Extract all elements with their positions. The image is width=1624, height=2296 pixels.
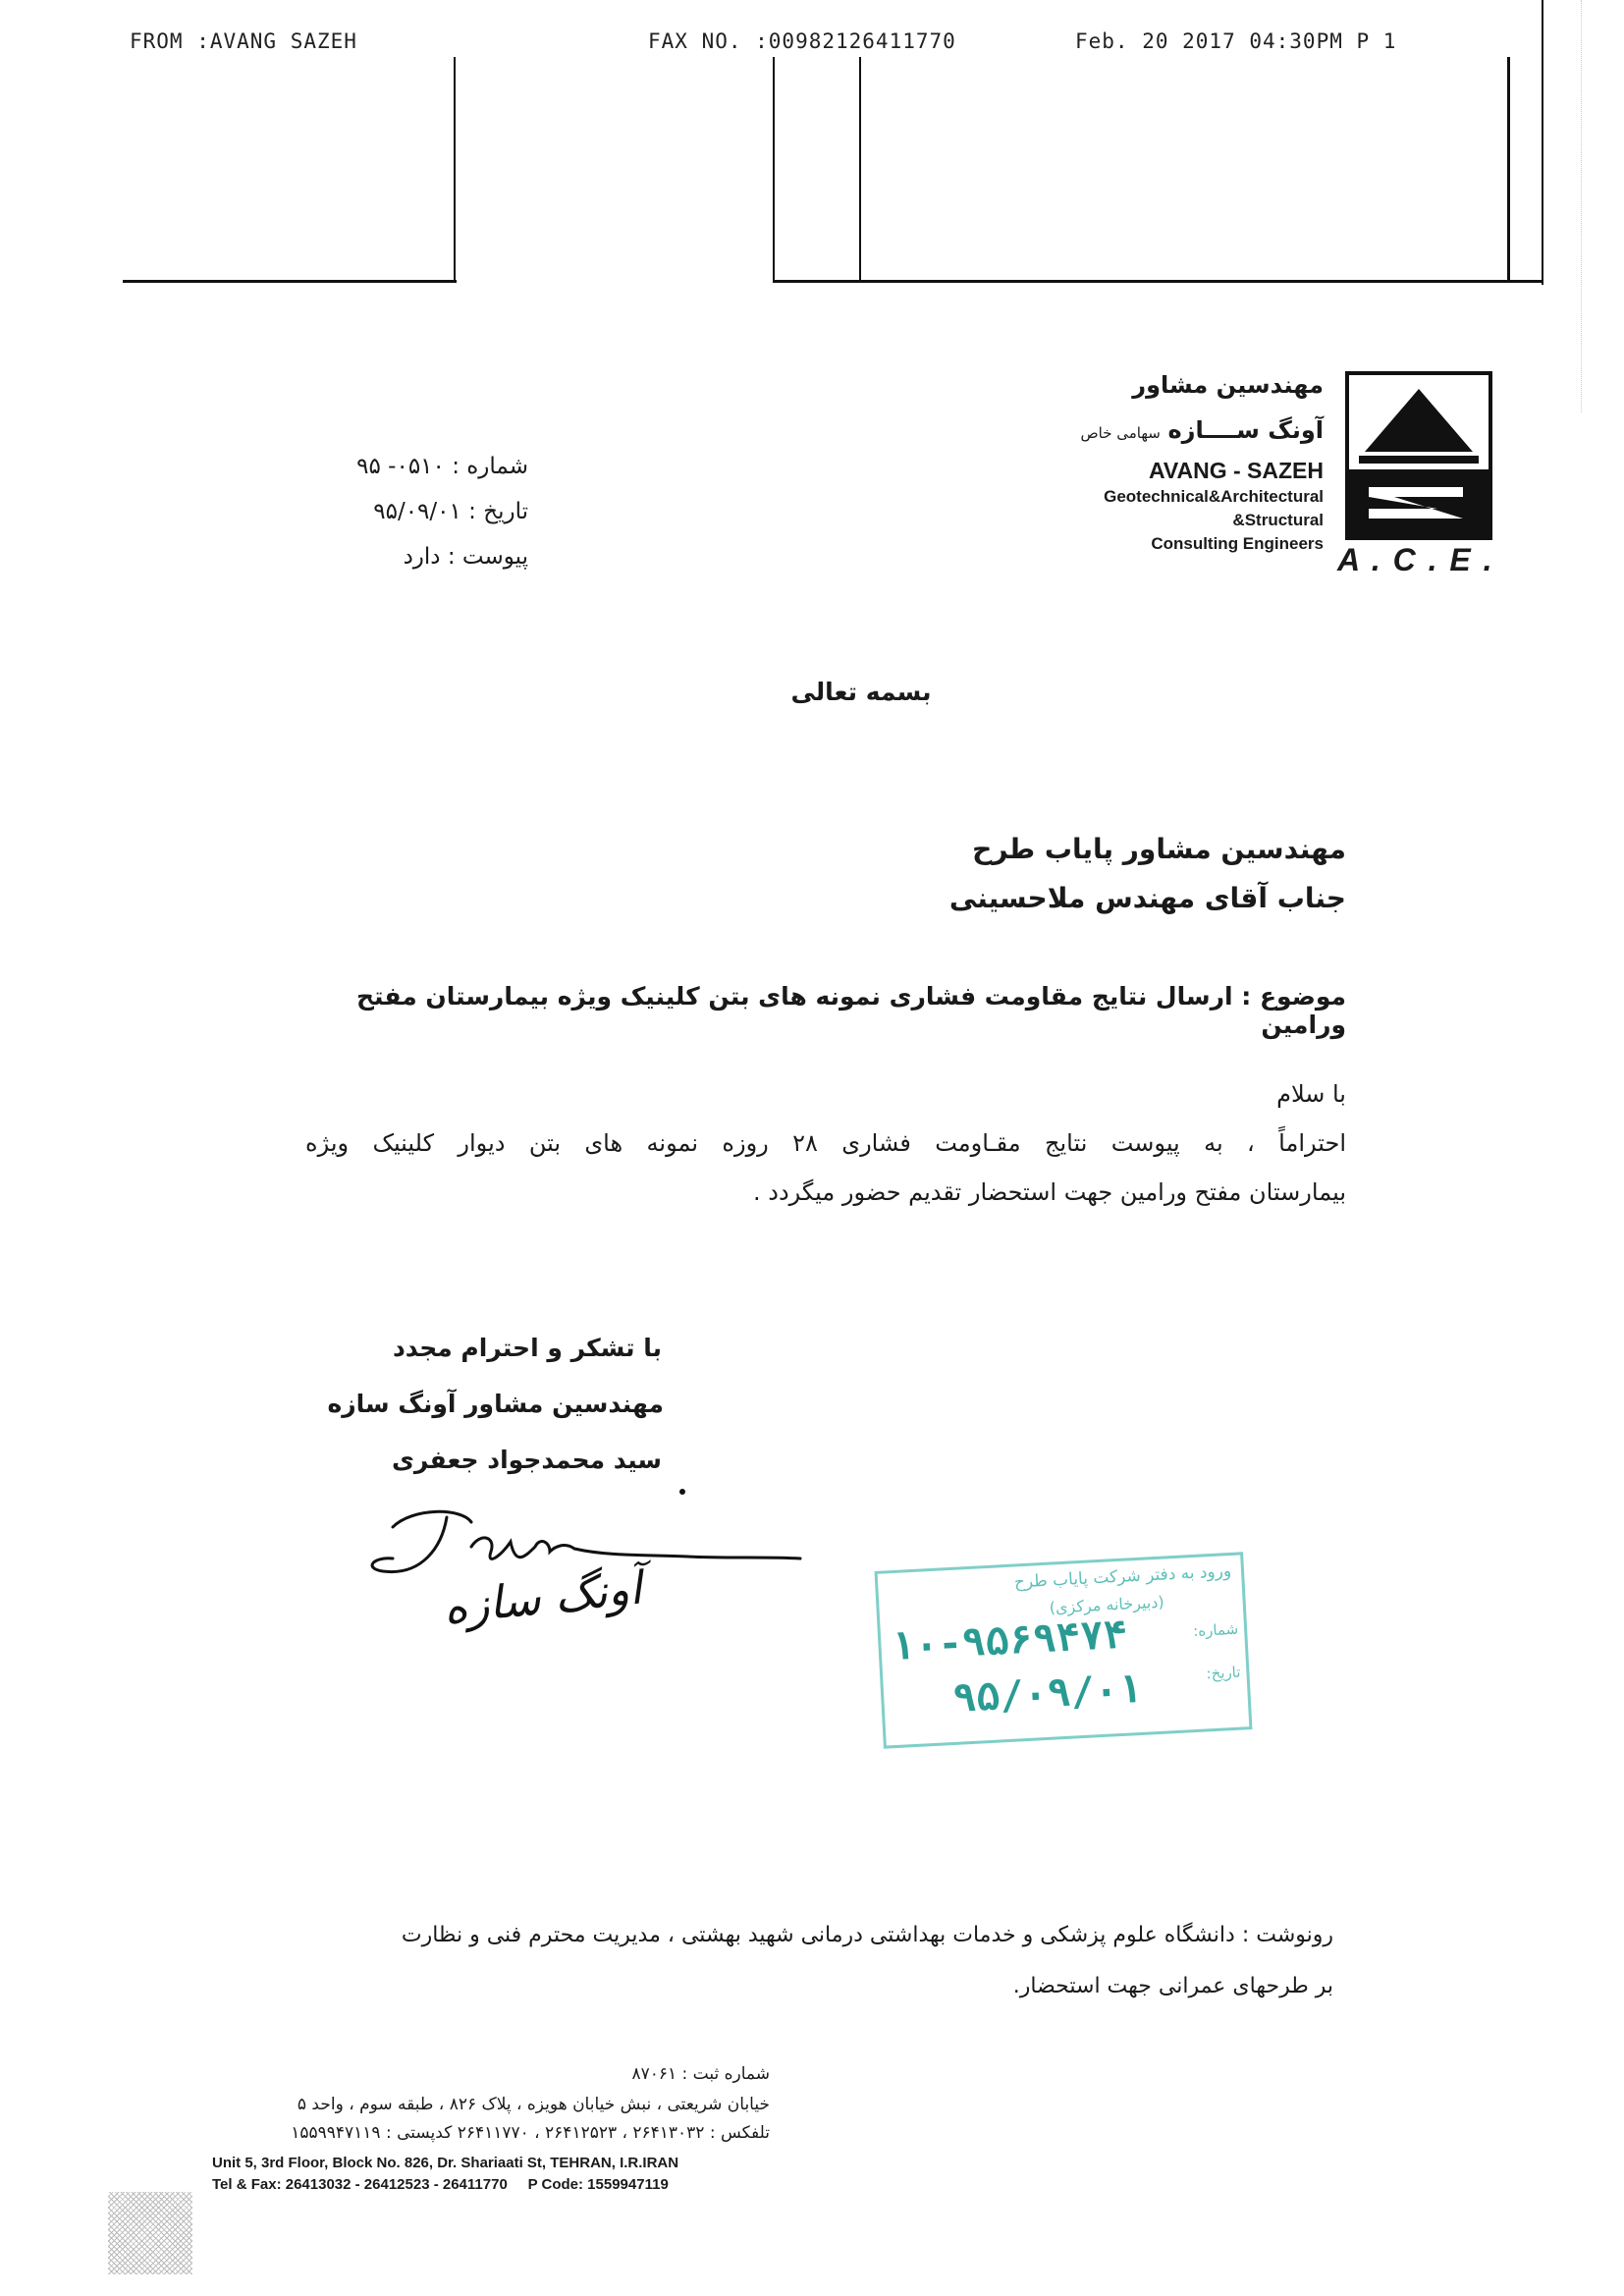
- letter-subject: موضوع : ارسال نتایج مقاومت فشاری نمونه های بتن کلینیک ویژه بیمارستان مفتح ورامین: [356, 982, 1346, 1039]
- company-desc-line1: Geotechnical&Architectural: [1104, 487, 1324, 506]
- footer-phone-fa: تلفکس : ۲۶۴۱۳۰۳۲ ، ۲۶۴۱۲۵۲۳ ، ۲۶۴۱۱۷۷۰ کدپستی : ۱۵۵۹۹۴۷۱۱۹: [291, 2123, 770, 2143]
- stamp-line2: (دبیرخانه مرکزی): [1049, 1592, 1165, 1617]
- fax-date: Feb. 20 2017 04:30PM P 1: [1075, 29, 1397, 53]
- letter-body-line2: بیمارستان مفتح ورامین جهت استحضار تقدیم حضور میگردد .: [753, 1178, 1346, 1206]
- footer-phone-en: Tel & Fax: 26413032 - 26412523 - 26411770 P Code: 1559947119: [212, 2176, 669, 2193]
- company-desc-line3: Consulting Engineers: [1151, 534, 1324, 553]
- stamp-number-label: شماره:: [1192, 1619, 1239, 1641]
- closing-regards: با تشکر و احترام مجدد: [392, 1334, 662, 1362]
- header-divider-4: [1507, 57, 1510, 283]
- fax-from: FROM :AVANG SAZEH: [130, 29, 357, 53]
- fax-number: FAX NO. :00982126411770: [648, 29, 956, 53]
- company-name-fa-block: [931, 416, 1324, 444]
- letter-body-line1: احتراماً ، به پیوست نتایج مقـاومت فشاری ۲۸ روزه نمونه های بتن دیوار کلینیک ویژه: [305, 1129, 1346, 1157]
- header-divider-2: [773, 57, 775, 283]
- recipient-person: جناب آقای مهندس ملاحسینی: [948, 882, 1346, 914]
- scan-edge-noise: [1522, 0, 1582, 412]
- footer-address-en: Unit 5, 3rd Floor, Block No. 826, Dr. Shariaati St, TEHRAN, I.R.IRAN: [212, 2155, 679, 2171]
- cc-line2: بر طرحهای عمرانی جهت استحضار.: [1012, 1974, 1333, 1998]
- handwritten-company: آونگ سازه: [440, 1560, 645, 1635]
- company-name-fa: آونگ ســــازه: [1167, 416, 1324, 444]
- signer-name: سید محمدجواد جعفری: [391, 1446, 662, 1474]
- recipient-company: مهندسین مشاور پایاب طرح: [972, 833, 1346, 865]
- cc-line1: رونوشت : دانشگاه علوم پزشکی و خدمات بهداشتی درمانی شهید بهشتی ، مدیریت محترم فنی و نظارت: [401, 1923, 1333, 1947]
- letter-greeting: با سلام: [1276, 1080, 1346, 1108]
- company-logo-text: A . C . E .: [1337, 542, 1494, 577]
- received-stamp: [875, 1552, 1253, 1748]
- header-divider-1: [454, 57, 456, 283]
- company-title-fa: مهندسین مشاور: [1132, 371, 1324, 399]
- stamp-date-value: ۹۵/۰۹/۰۱: [951, 1666, 1144, 1722]
- company-name-en: AVANG - SAZEH: [1148, 458, 1324, 483]
- header-divider-3: [859, 57, 861, 283]
- stamp-line1: ورود به دفتر شرکت پایاب طرح: [1013, 1560, 1232, 1593]
- closing-company: مهندسین مشاور آونگ سازه: [327, 1390, 664, 1418]
- letter-opening: بسمه تعالی: [790, 678, 932, 706]
- letter-attachment: پیوست : دارد: [403, 544, 528, 570]
- stamp-date-label: تاریخ:: [1206, 1663, 1241, 1683]
- footer-reg-number: شماره ثبت : ۸۷۰۶۱: [631, 2064, 770, 2084]
- scan-artifact: [108, 2192, 192, 2274]
- footer-address-fa: خیابان شریعتی ، نبش خیابان هویزه ، پلاک ۸۲۶ ، طبقه سوم ، واحد ۵: [297, 2095, 770, 2114]
- stamp-number-value: ۱۰-۹۵۶۹۴۷۴: [890, 1612, 1129, 1670]
- header-rule-left: [123, 280, 457, 283]
- company-logo: [1345, 371, 1492, 540]
- company-desc-line2: &Structural: [1232, 511, 1324, 529]
- letter-number: شماره : ۰۵۱۰- ۹۵: [356, 454, 528, 479]
- company-type-fa: سهامی خاص: [1080, 424, 1161, 442]
- header-rule-right: [773, 280, 1543, 283]
- letter-date: تاریخ : ۹۵/۰۹/۰۱: [373, 499, 528, 524]
